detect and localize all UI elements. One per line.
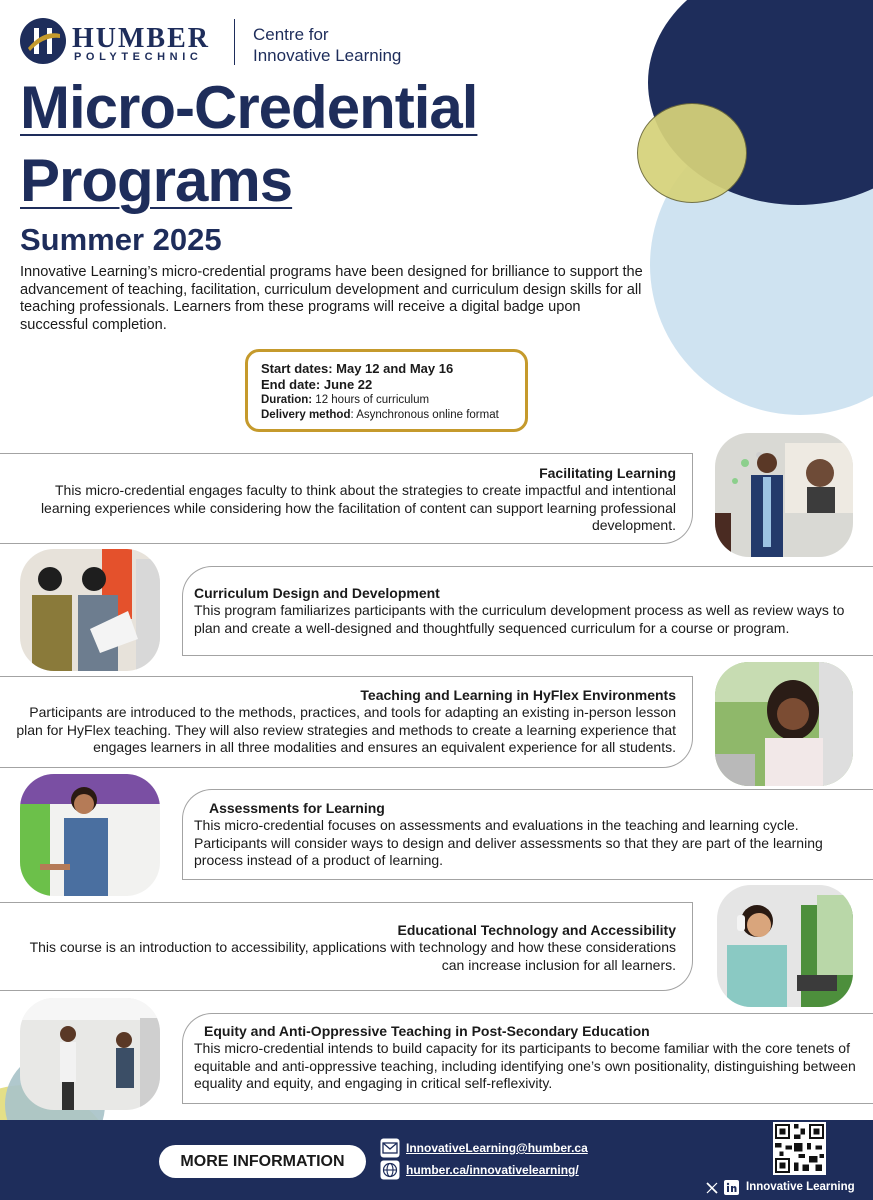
program-description: Participants are introduced to the methods, practices, and tools for adapting an existing in-person lesson plan for HyFlex teaching. They will also review strategies and methods to create a learning experience that engages learners in all three modalities and ensures an equivalent experience for all students. (16, 704, 676, 755)
centre-name-line2: Innovative Learning (253, 46, 402, 65)
photo-classroom (20, 998, 160, 1110)
logo-subtitle: POLYTECHNIC (74, 51, 203, 63)
more-information-button[interactable]: MORE INFORMATION (159, 1145, 366, 1178)
x-icon[interactable] (705, 1181, 719, 1195)
intro-paragraph: Innovative Learning’s micro-credential programs have been designed for brilliance to support the advancement of teaching, facilitation, curriculum development and curriculum design skills for all teaching professionals. Learners from these programs will receive a digital badge upon successful completion. (20, 264, 643, 333)
website-link[interactable]: humber.ca/innovativelearning/ (406, 1163, 579, 1177)
linkedin-icon[interactable] (724, 1180, 739, 1195)
program-card-assessments (182, 789, 873, 880)
program-title: Curriculum Design and Development (194, 585, 440, 601)
program-card-hyflex (0, 676, 693, 768)
globe-icon (380, 1160, 400, 1180)
program-card-facilitating-learning (0, 453, 693, 544)
page-title-line2: Programs (20, 147, 293, 214)
mail-icon (380, 1138, 400, 1158)
centre-name (253, 24, 433, 66)
program-title: Teaching and Learning in HyFlex Environments (360, 687, 676, 703)
start-dates: Start dates: May 12 and May 16 (261, 361, 454, 376)
email-link[interactable]: InnovativeLearning@humber.ca (406, 1141, 588, 1155)
photo-smiling-woman (715, 662, 853, 786)
centre-name-line1: Centre for (253, 25, 329, 44)
program-description: This program familiarizes participants with the curriculum development process as well as review ways to plan and create a well-designed and thoughtfully sequenced curriculum for a course or program. (194, 602, 845, 636)
end-date: End date: June 22 (261, 377, 373, 392)
logo-name: HUMBER (72, 23, 210, 54)
photo-student-headphones (717, 885, 853, 1007)
program-card-edtech-accessibility (0, 902, 693, 991)
program-description: This micro-credential engages faculty to think about the strategies to create impactful and intentional learning experiences while considering how the facilitation of content can support learning professional development. (40, 482, 676, 533)
humber-logo-icon (20, 18, 66, 64)
photo-presenter (715, 433, 853, 557)
program-card-curriculum-design (182, 566, 873, 656)
program-description: This micro-credential intends to build capacity for its participants to become familiar with the core tenets of equitable and anti-oppressive teaching, including identifying one’s own positionality, distinguishing between equality and equity, and engaging in critical self-reflexivity. (194, 1040, 856, 1091)
photo-students-reviewing (20, 549, 160, 671)
duration-value: 12 hours of curriculum (312, 394, 430, 406)
page-subtitle: Summer 2025 (20, 222, 222, 257)
program-title: Facilitating Learning (539, 465, 676, 481)
program-title: Educational Technology and Accessibility (397, 922, 676, 938)
delivery-method (261, 408, 525, 423)
page-title-line1: Micro-Credential (20, 74, 478, 141)
duration (261, 393, 525, 408)
program-title: Equity and Anti-Oppressive Teaching in Post-Secondary Education (204, 1023, 650, 1039)
dates-info-box (245, 349, 528, 432)
duration-label: Duration: (261, 394, 313, 406)
social-label: Innovative Learning (746, 1181, 855, 1193)
decor-circle-olive (637, 103, 747, 203)
delivery-value: : Asynchronous online format (350, 408, 499, 421)
program-card-equity (182, 1013, 873, 1104)
program-description: This micro-credential focuses on assessments and evaluations in the teaching and learning cycle. Participants will consider ways to design and deliver assessments so that they are part of the learning process instead of a product of learning. (194, 817, 823, 868)
qr-code[interactable] (773, 1122, 826, 1175)
delivery-label: Delivery method (261, 408, 351, 421)
footer-band (0, 1120, 873, 1200)
program-description: This course is an introduction to accessibility, applications with technology and how these considerations can increase inclusion for all learners. (29, 939, 676, 973)
header-divider (234, 19, 235, 65)
program-title: Assessments for Learning (209, 800, 385, 816)
photo-student-whiteboard (20, 774, 160, 896)
